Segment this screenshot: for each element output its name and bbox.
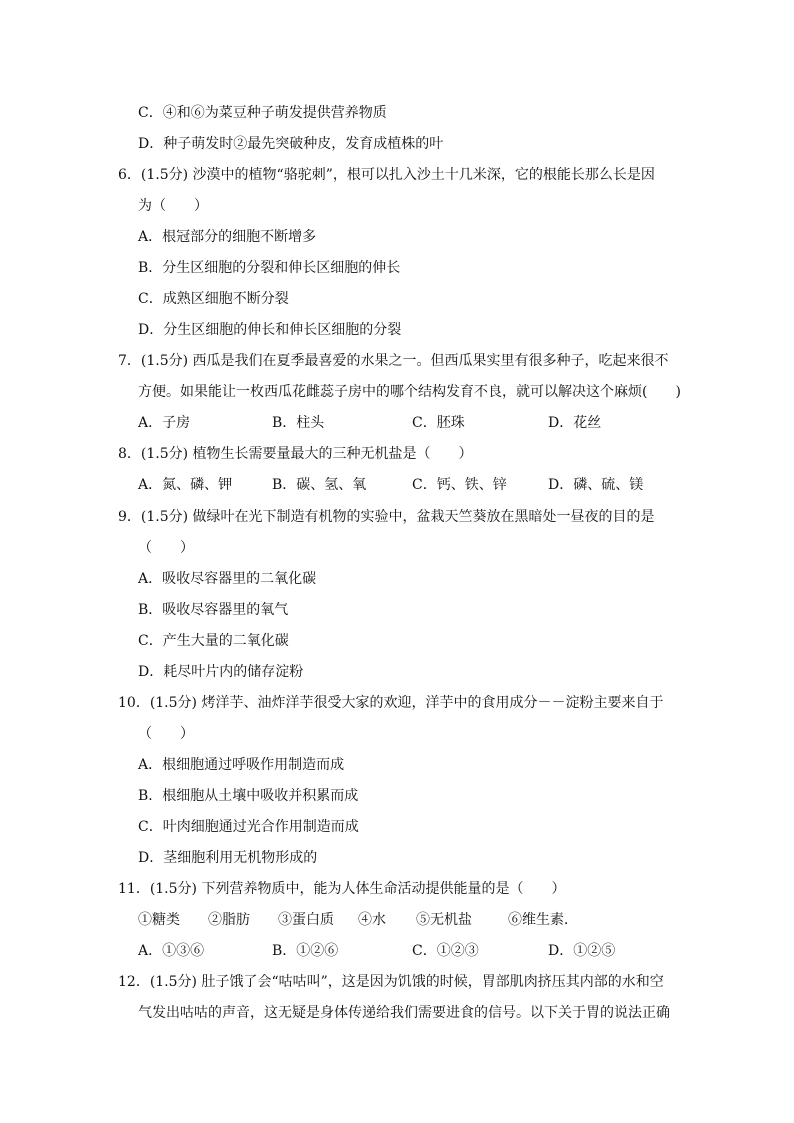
q6-option-a: A．根冠部分的细胞不断增多 (138, 229, 317, 245)
q9-option-a: A．吸收尽容器里的二氧化碳 (138, 571, 317, 587)
q9-option-d: D．耗尽叶片内的储存淀粉 (138, 664, 304, 680)
q9-stem-cont: （ ） (138, 540, 194, 556)
q8-options (138, 476, 643, 494)
q7-options (138, 414, 601, 432)
q11-option-d: D．①②⑤ (548, 943, 616, 959)
q12-stem: 12．(1.5分) 肚子饿了会“咕咕叫”，这是因为饥饿的时候，胃部肌肉挤压其内部的水和空 (118, 974, 664, 990)
q8-option-b: B．碳、氢、氧 (272, 477, 367, 493)
q8-option-a: A．氮、磷、钾 (138, 477, 233, 493)
q6-stem: 6．(1.5分) 沙漠中的植物“骆驼刺”，根可以扎入沙土十几米深，它的根能长那么长是因 (118, 167, 655, 183)
q11-item-2: ②脂肪 (208, 912, 250, 928)
q10-stem: 10．(1.5分) 烤洋芋、油炸洋芋很受大家的欢迎，洋芋中的食用成分－－淀粉主要来自于 (118, 695, 664, 711)
q7-option-c: C．胚珠 (412, 415, 465, 431)
q8-option-c: C．钙、铁、锌 (412, 477, 507, 493)
q6-option-b: B．分生区细胞的分裂和伸长区细胞的伸长 (138, 260, 401, 276)
q11-option-a: A．①③⑥ (138, 943, 205, 959)
q10-option-a: A．根细胞通过呼吸作用制造而成 (138, 757, 345, 773)
q7-option-d: D．花丝 (548, 415, 602, 431)
q11-item-3: ③蛋白质 (278, 912, 334, 928)
q11-option-b: B．①②⑥ (272, 943, 339, 959)
q11-item-1: ①糖类 (138, 912, 180, 928)
q10-option-b: B．根细胞从土壤中吸收并积累而成 (138, 788, 359, 804)
q11-option-c: C．①②③ (412, 943, 479, 959)
q9-option-c: C．产生大量的二氧化碳 (138, 633, 289, 649)
q11-item-4: ④水 (358, 912, 386, 928)
q12-stem-cont: 气发出咕咕的声音，这无疑是身体传递给我们需要进食的信号。以下关于胃的说法正确 (138, 1005, 670, 1021)
q11-item-5: ⑤无机盐 (416, 912, 472, 928)
q11-item-6: ⑥维生素． (508, 912, 578, 928)
q8-stem: 8．(1.5分) 植物生长需要量最大的三种无机盐是（ ） (118, 446, 473, 462)
q7-option-b: B．柱头 (272, 415, 325, 431)
q9-option-b: B．吸收尽容器里的氧气 (138, 602, 289, 618)
q7-option-a: A．子房 (138, 415, 191, 431)
q10-option-d: D．茎细胞利用无机物形成的 (138, 850, 318, 866)
q11-items (138, 911, 578, 929)
q8-option-d: D．磷、硫、镁 (548, 477, 644, 493)
q9-stem: 9．(1.5分) 做绿叶在光下制造有机物的实验中，盆栽天竺葵放在黑暗处一昼夜的目的是 (118, 509, 655, 525)
q6-option-c: C．成熟区细胞不断分裂 (138, 291, 289, 307)
q6-stem-cont: 为（ ） (138, 198, 208, 214)
q7-stem: 7．(1.5分) 西瓜是我们在夏季最喜爱的水果之一。但西瓜果实里有很多种子，吃起来很不 (118, 353, 669, 369)
q7-stem-cont: 方便。如果能让一枚西瓜花雌蕊子房中的哪个结构发育不良，就可以解决这个麻烦( ) (138, 384, 681, 400)
q10-option-c: C．叶肉细胞通过光合作用制造而成 (138, 819, 359, 835)
q11-stem: 11．(1.5分) 下列营养物质中，能为人体生命活动提供能量的是（ ） (118, 881, 566, 897)
q6-option-d: D．分生区细胞的伸长和伸长区细胞的分裂 (138, 322, 402, 338)
q10-stem-cont: （ ） (138, 726, 194, 742)
q5-option-d: D．种子萌发时②最先突破种皮，发育成植株的叶 (138, 136, 444, 152)
q5-option-c: C．④和⑥为菜豆种子萌发提供营养物质 (138, 105, 387, 121)
q11-options (138, 942, 615, 960)
